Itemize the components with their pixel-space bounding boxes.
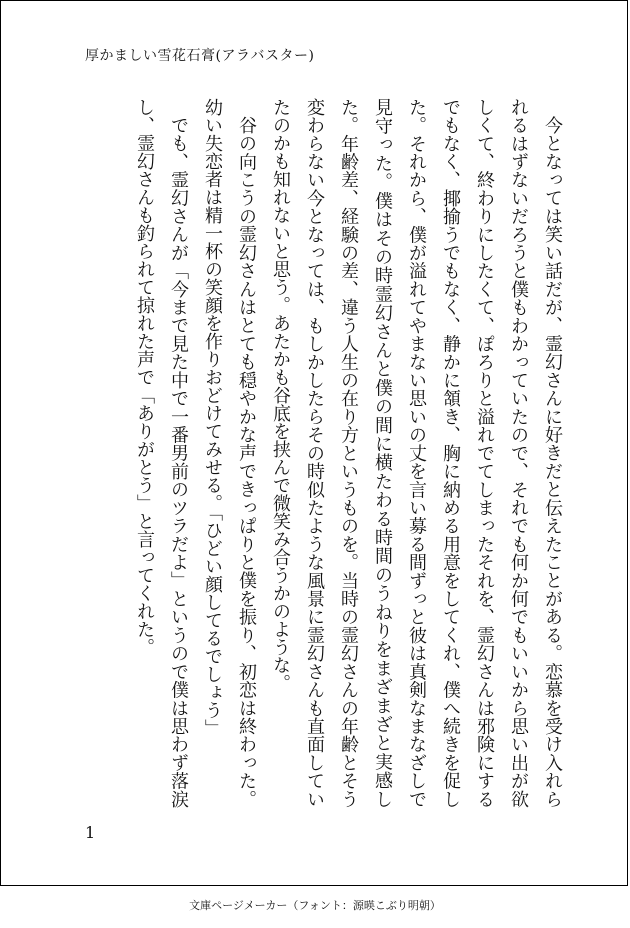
vertical-body-text [127, 98, 569, 808]
paragraph-1: 今となっては笑い話だが、霊幻さんに好きだと伝えたことがある。恋慕を受け入れられるはずないだろうと僕もわかっていたので、それでも何か何でもいいから思い出が欲しくて、終わりにしたくて、ぽろりと溢れでてしまったそれを、霊幻さんは邪険にするでもなく、揶揄うでもなく、静かに頷き、胸に納める用意をしてくれ、僕へ続きを促した。それから、僕が溢れてやまない思いの丈を言い募る間ずっと彼は真剣なまなざしで見守った。僕はその時霊幻さんと僕の間に横たわる時間のうねりをまざまざと実感した。年齢差、経験の差、違う人生の在り方というものを。当時の霊幻さんの年齢とそう変わらない今となっては、もしかしたらその時似たような風景に霊幻さんも直面していたのかも知れないと思う。あたかも谷底を挟んで微笑み合うかのような。 [270, 98, 563, 808]
page-number: 1 [85, 823, 96, 842]
footer-credit: 文庫ページメーカー（フォント：源暎こぶり明朝） [189, 899, 441, 912]
paragraph-2: 谷の向こうの霊幻さんはとても穏やかな声できっぱりと僕を振り、初恋は終わった。幼い失恋者は精一杯の笑顔を作りおどけてみせる。「ひどい顔してるでしょう」 [202, 98, 257, 808]
running-title: 厚かましい雪花石膏(アラバスター) [85, 48, 315, 64]
paragraph-3: でも、霊幻さんが「今まで見た中で一番男前のツラだよ」というので僕は思わず落涙し、霊幻さんも釣られて掠れた声で「ありがとう」と言ってくれた。 [134, 98, 189, 808]
